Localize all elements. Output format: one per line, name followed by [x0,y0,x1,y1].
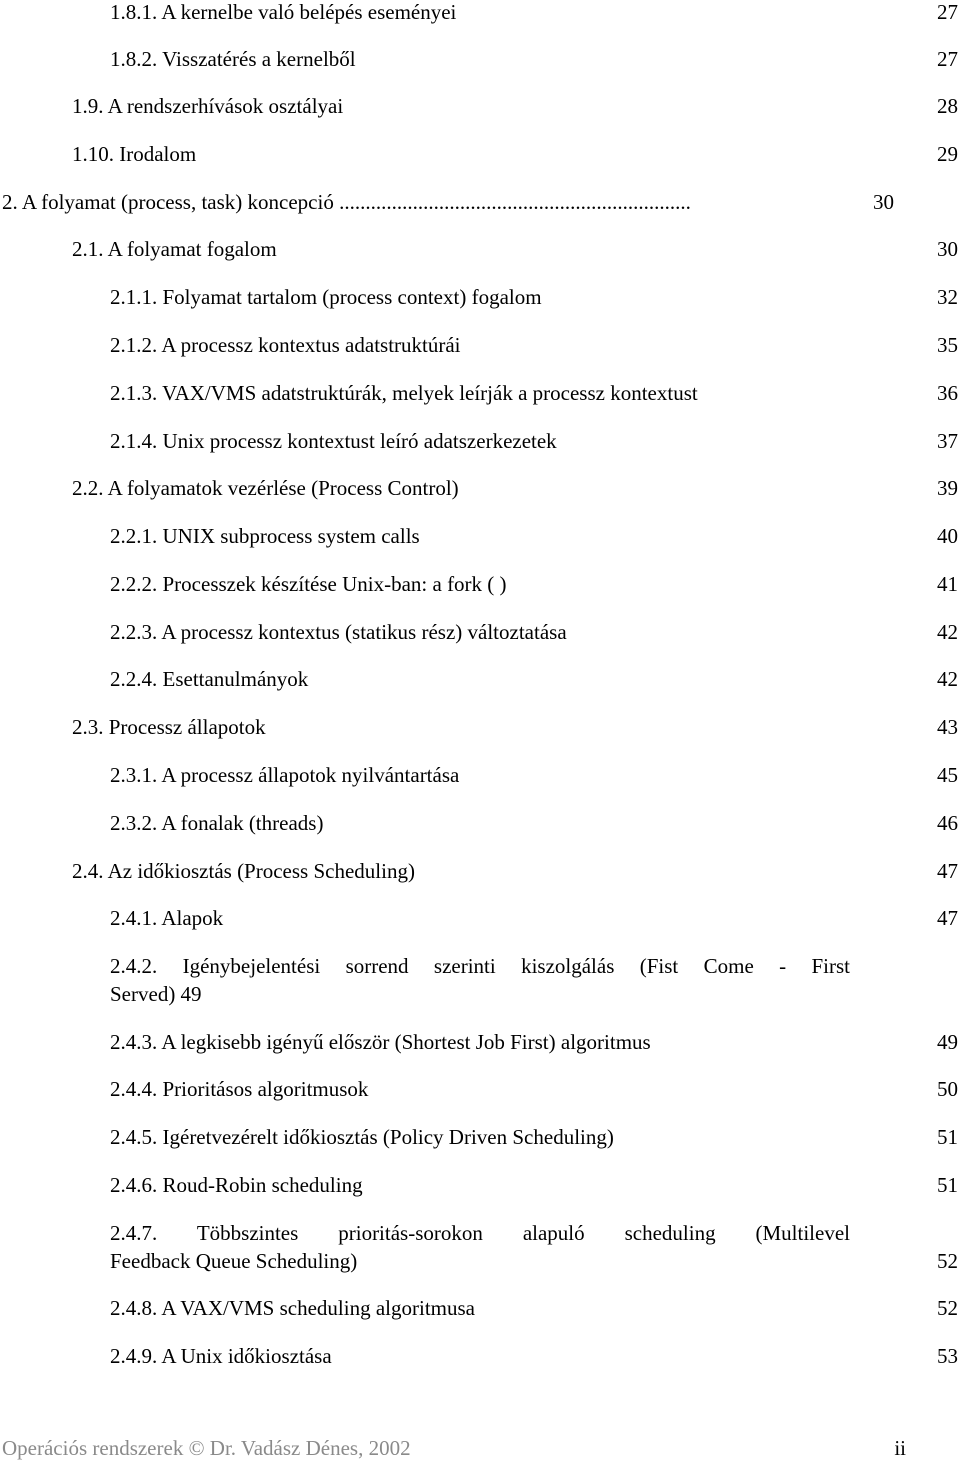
toc-entry-2-4-2 [0,954,960,1008]
toc-entry-title: 2.1. A folyamat fogalom [72,237,277,261]
toc-entry-page: 42 [937,620,958,644]
toc-entry-title-line1: 2.4.2. Igénybejelentési sorrend szerinti kiszolgálás (Fist Come - First [110,954,850,978]
toc-entry-title: 1.8.1. A kernelbe való belépés eseményei [110,0,457,24]
toc-entry-page: 52 [937,1249,958,1273]
toc-entry-title: 1.8.2. Visszatérés a kernelből [110,47,356,71]
toc-entry-title [110,1221,850,1273]
toc-entry-title: 2.4.6. Roud-Robin scheduling [110,1173,363,1197]
toc-entry-page: 45 [937,763,958,787]
toc-entry-page: 43 [937,715,958,739]
toc-entry-page: 40 [937,524,958,548]
toc-entry-title-line1: 2.4.7. Többszintes prioritás-sorokon alapuló scheduling (Multilevel [110,1221,850,1245]
toc-entry-page: 32 [937,285,958,309]
toc-entry-page: 52 [937,1296,958,1320]
toc-entry-2-4-7 [0,1221,960,1275]
toc-entry-page: 47 [937,859,958,883]
toc-entry-title: 2.4. Az időkiosztás (Process Scheduling) [72,859,415,883]
toc-entry-page: 53 [937,1344,958,1368]
toc-entry-page: 35 [937,333,958,357]
toc-entry-page: 41 [937,572,958,596]
toc-entry-title: 2.4.1. Alapok [110,906,224,930]
toc-entry-page: 37 [937,429,958,453]
toc-entry-title: 2.2.3. A processz kontextus (statikus rész) változtatása [110,620,567,644]
toc-entry-title: 2.1.1. Folyamat tartalom (process context) fogalom [110,285,542,309]
footer-page-number: ii [894,1436,906,1460]
toc-entry-title [110,954,850,1006]
toc-entry-title: 2.3. Processz állapotok [72,715,266,739]
toc-entry-page: 47 [937,906,958,930]
toc-entry-title: 2.3.1. A processz állapotok nyilvántartása [110,763,460,787]
toc-entry-title: 2.2. A folyamatok vezérlése (Process Control) [72,476,459,500]
toc-entry-title-line2: Served) 49 [110,982,202,1006]
toc-entry-title: 2.1.4. Unix processz kontextust leíró adatszerkezetek [110,429,557,453]
toc-entry-page: 51 [937,1173,958,1197]
toc-entry-page: 27 [937,47,958,71]
toc-entry-title: 2.1.2. A processz kontextus adatstruktúrái [110,333,461,357]
toc-entry-title-line2: Feedback Queue Scheduling) [110,1249,358,1273]
toc-entry-page: 49 [937,1030,958,1054]
toc-entry-title: 2.3.2. A fonalak (threads) [110,811,324,835]
toc-entry-page: 27 [937,0,958,24]
toc-entry-title: 2.4.9. A Unix időkiosztása [110,1344,332,1368]
toc-entry-title: 2.4.5. Igéretvezérelt időkiosztás (Policy Driven Scheduling) [110,1125,614,1149]
toc-entry-page: 46 [937,811,958,835]
toc-entry-page: 42 [937,667,958,691]
toc-entry-page: 39 [937,476,958,500]
toc-entry-title: 2.2.4. Esettanulmányok [110,667,309,691]
toc-entry-page: 29 [937,142,958,166]
toc-entry-title: 2.2.2. Processzek készítése Unix-ban: a fork ( ) [110,572,507,596]
footer-copyright: Operációs rendszerek © Dr. Vadász Dénes, 2002 [2,1436,411,1460]
toc-entry-title: 1.10. Irodalom [72,142,197,166]
toc-entry-page: 30 [873,190,894,214]
toc-entry-title: 2. A folyamat (process, task) koncepció ................................................................... [2,190,691,214]
toc-entry-title: 2.4.3. A legkisebb igényű először (Shortest Job First) algoritmus [110,1030,651,1054]
toc-entry-title: 1.9. A rendszerhívások osztályai [72,94,344,118]
toc-entry-page: 36 [937,381,958,405]
toc-entry-page: 28 [937,94,958,118]
toc-entry-title: 2.1.3. VAX/VMS adatstruktúrák, melyek leírják a processz kontextust [110,381,698,405]
toc-entry-title: 2.4.4. Prioritásos algoritmusok [110,1077,369,1101]
toc-entry-page: 50 [937,1077,958,1101]
toc-entry-page: 30 [937,237,958,261]
toc-entry-title: 2.4.8. A VAX/VMS scheduling algoritmusa [110,1296,475,1320]
toc-entry-page: 51 [937,1125,958,1149]
toc-entry-title: 2.2.1. UNIX subprocess system calls [110,524,420,548]
